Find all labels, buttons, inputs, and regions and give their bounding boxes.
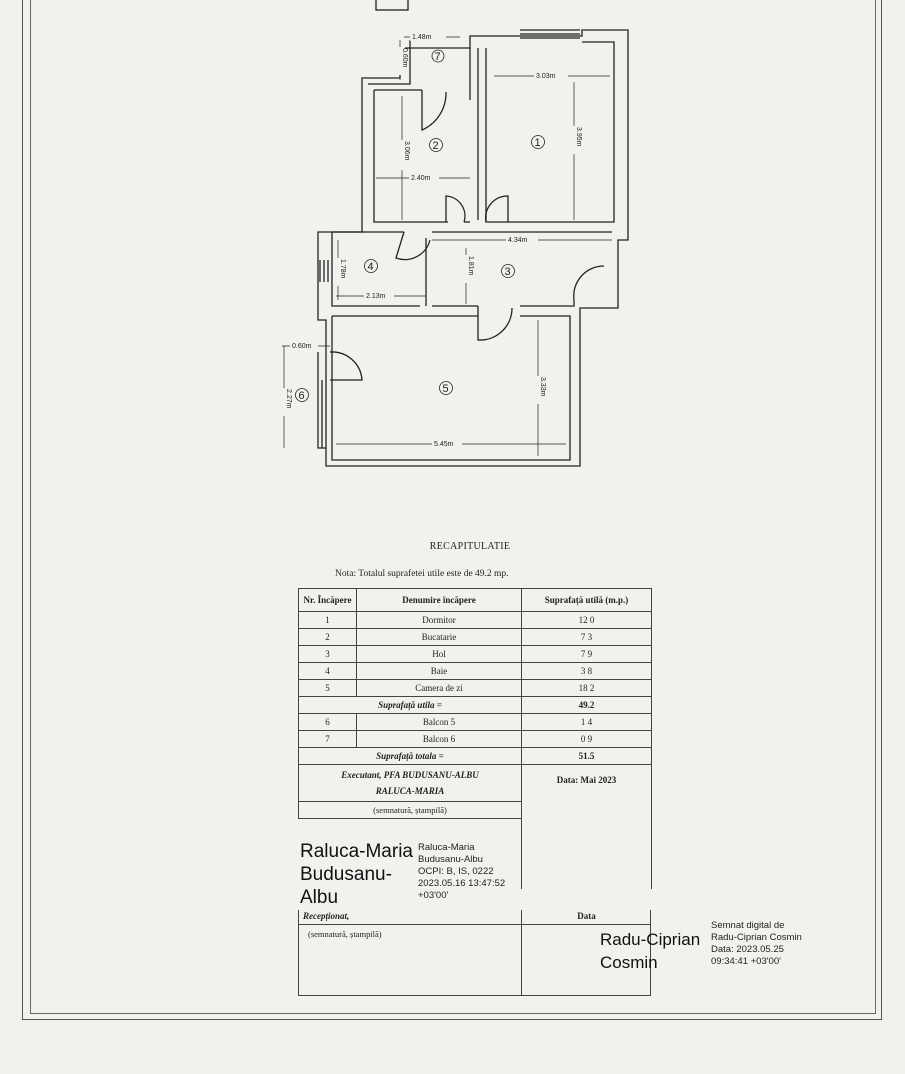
table-row xyxy=(299,663,652,680)
sig-line: 2023.05.16 13:47:52 xyxy=(418,878,506,889)
cell-name: Hol xyxy=(357,646,522,663)
cell-area: 12 0 xyxy=(522,612,652,629)
executant-line1: Executant, PFA BUDUSANU-ALBU xyxy=(341,770,479,780)
header-nr: Nr. Încăpere xyxy=(299,589,357,612)
dim-label: 1.81m xyxy=(467,256,474,276)
table-row xyxy=(299,680,652,697)
cell-name: Camera de zi xyxy=(357,680,522,697)
sig-line: Data: 2023.05.25 xyxy=(711,944,784,955)
cell-area: 7 3 xyxy=(522,629,652,646)
sig-line: Budusanu-Albu xyxy=(418,854,483,865)
dim-label: 4.34m xyxy=(508,237,528,244)
cell-nr: 2 xyxy=(299,629,357,646)
recap-note: Nota: Totalul suprafetei utile este de 49.2 mp. xyxy=(335,569,509,579)
cell-name: Bucatarie xyxy=(357,629,522,646)
table-row xyxy=(299,731,652,748)
date-cell: Data: Mai 2023 xyxy=(522,765,652,890)
recap-title: RECAPITULATIE xyxy=(429,541,511,552)
table-row xyxy=(299,714,652,731)
cell-nr: 4 xyxy=(299,663,357,680)
cell-name: Balcon 6 xyxy=(357,731,522,748)
sig-line: +03'00' xyxy=(418,890,449,901)
executant-row xyxy=(299,765,652,802)
cell-area: 7 9 xyxy=(522,646,652,663)
signature-radu: Radu-Ciprian Cosmin xyxy=(600,930,701,972)
signature-raluca: Raluca-Maria Budusanu-Albu xyxy=(300,841,413,908)
cell-name: Balcon 5 xyxy=(357,714,522,731)
room-number: 3 xyxy=(504,266,511,278)
executant-cell xyxy=(299,765,522,802)
header-name: Denumire încăpere xyxy=(357,589,522,612)
useful-area-value: 49.2 xyxy=(522,697,652,714)
cell-name: Baie xyxy=(357,663,522,680)
total-area-label: Suprafață totala = xyxy=(299,748,522,765)
cell-area: 0 9 xyxy=(522,731,652,748)
dim-label: 3.03m xyxy=(536,73,556,80)
room-number: 1 xyxy=(534,137,541,149)
sign-stamp-label: (semnatură, ștampilă) xyxy=(299,802,522,819)
room-number: 6 xyxy=(298,390,305,402)
room-number: 4 xyxy=(367,261,374,273)
sig-line: Radu-Ciprian Cosmin xyxy=(711,932,802,943)
dim-label: 3.33m xyxy=(539,377,546,397)
cell-area: 3 8 xyxy=(522,663,652,680)
room-number: 2 xyxy=(432,140,439,152)
cell-area: 18 2 xyxy=(522,680,652,697)
cell-nr: 1 xyxy=(299,612,357,629)
room-number: 5 xyxy=(442,383,449,395)
table-row xyxy=(299,629,652,646)
signature-radu-details xyxy=(711,920,841,968)
sig-line: Raluca-Maria xyxy=(418,842,475,853)
table-row xyxy=(299,612,652,629)
dim-label: 1.48m xyxy=(412,34,432,41)
sig-line: OCPI: B, IS, 0222 xyxy=(418,866,494,877)
useful-area-label: Suprafață utila = xyxy=(299,697,522,714)
dim-label: 0.60m xyxy=(401,48,408,68)
useful-area-row xyxy=(299,697,652,714)
room-number: 7 xyxy=(434,51,441,63)
cell-nr: 7 xyxy=(299,731,357,748)
reception-table xyxy=(298,910,651,996)
total-area-value: 51.5 xyxy=(522,748,652,765)
cell-name: Dormitor xyxy=(357,612,522,629)
divider xyxy=(299,924,650,925)
dim-label: 2.27m xyxy=(285,389,292,409)
header-area: Suprafață utilă (m.p.) xyxy=(522,589,652,612)
receptionat-label: Recepționat, xyxy=(303,911,350,921)
cell-nr: 3 xyxy=(299,646,357,663)
dim-label: 0.60m xyxy=(292,343,312,350)
table-header-row xyxy=(299,589,652,612)
cell-nr: 6 xyxy=(299,714,357,731)
sign-stamp-label-2: (semnatură, ștampilă) xyxy=(308,929,382,939)
dim-label: 5.45m xyxy=(434,441,454,448)
sig-line: 09:34:41 +03'00' xyxy=(711,956,781,967)
executant-line2: RALUCA-MARIA xyxy=(375,786,445,796)
table-row xyxy=(299,646,652,663)
dim-label: 2.13m xyxy=(366,293,386,300)
dim-label: 3.95m xyxy=(575,127,582,147)
cell-area: 1 4 xyxy=(522,714,652,731)
cell-nr: 5 xyxy=(299,680,357,697)
signature-raluca-details xyxy=(418,842,528,902)
sig-line: Semnat digital de xyxy=(711,920,785,931)
data-label: Data xyxy=(577,911,596,921)
divider xyxy=(521,910,522,996)
dim-label: 1.78m xyxy=(339,259,346,279)
total-area-row xyxy=(299,748,652,765)
dim-label: 3.06m xyxy=(403,141,410,161)
dim-label: 2.40m xyxy=(411,175,431,182)
